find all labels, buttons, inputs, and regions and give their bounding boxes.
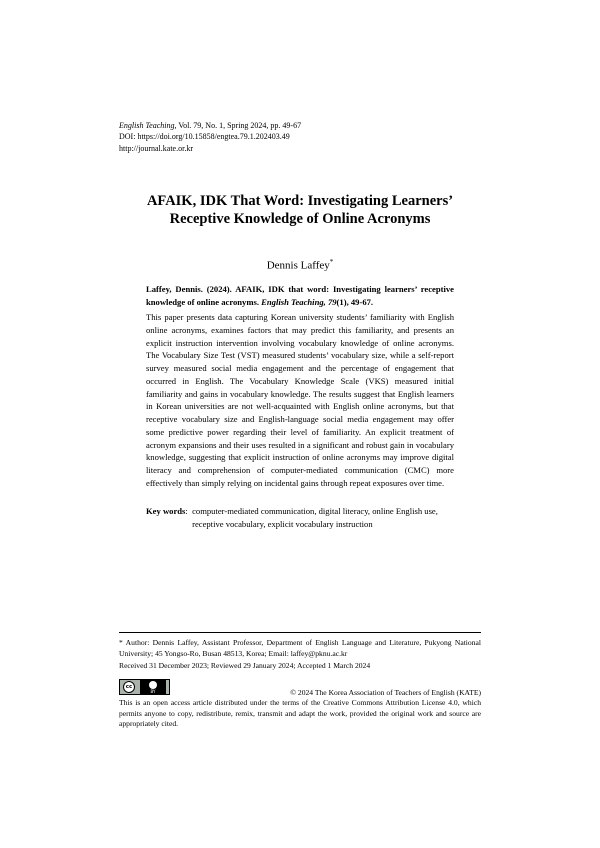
received-dates: Received 31 December 2023; Reviewed 29 January 2024; Accepted 1 March 2024 (119, 661, 371, 670)
author-footnote-marker[interactable]: * (329, 258, 334, 266)
cc-by-license-badge[interactable] (119, 679, 170, 695)
citation-block (146, 283, 454, 308)
title-line-2: Receptive Knowledge of Online Acronyms (169, 210, 431, 227)
title-line-1: AFAIK, IDK That Word: Investigating Learners’ (146, 193, 454, 209)
copyright-notice: © 2024 The Korea Association of Teachers of English (KATE) (290, 688, 481, 697)
by-icon (140, 680, 166, 694)
citation-suffix: (1), 49-67. (336, 296, 374, 307)
license-text: This is an open access article distributed under the terms of the Creative Commons Attribution License 4.0, which permits anyone to copy, redistribute, remix, transmit and adapt the work, provided the original work and source are appropriately cited. (119, 698, 481, 729)
author-footnote: * Author: Dennis Laffey, Assistant Professor, Department of English Language and Literature, Pukyong National University; 45 Yongso-Ro, Busan 48513, Korea; Email: laffey@pknu.ac.kr (119, 638, 481, 658)
footnote-divider (119, 632, 481, 633)
citation-prefix: Laffey, Dennis. (2024). AFAIK, IDK that word: Investigating learners’ receptive knowledge of online acronyms. (146, 284, 454, 307)
by-label: BY (150, 689, 156, 694)
volume-info: , Vol. 79, No. 1, Spring 2024, pp. 49-67 (174, 121, 302, 130)
journal-header (119, 120, 301, 154)
citation-journal: English Teaching, 79 (261, 296, 337, 307)
journal-url[interactable]: http://journal.kate.or.kr (119, 143, 193, 153)
paper-title (118, 193, 482, 228)
abstract-text: This paper presents data capturing Korean university students’ familiarity with English online acronyms, examines factors that may predict this familiarity, and presents an explicit instruction intervention involving vocabulary knowledge of online acronyms. The Vocabulary Size Test (VST) measured students’ vocabulary size, while a self-report survey measured social media engagement and the percentage of engagement that occurred in English. The Vocabulary Knowledge Scale (VKS) measured initial familiarity and gains in vocabulary knowledge. The results suggest that English learners in Korean universities are not well-acquainted with English online acronyms, but that receptive vocabulary size and English-language social media engagement may offer some predictive power regarding their level of familiarity. An explicit treatment of acronym expansions and their uses resulted in a significant and robust gain in vocabulary knowledge, suggesting that explicit instruction of online acronyms may improve digital literacy and comprehension of computer-mediated communication (CMC) more effectively than simply relying on incidental gains through repeat exposures over time. (146, 312, 454, 488)
cc-icon: cc (123, 681, 135, 693)
journal-citation-line (119, 120, 301, 131)
journal-name: English Teaching (119, 121, 175, 130)
author-line (118, 258, 482, 272)
keywords-text: computer-mediated communication, digital literacy, online English use, receptive vocabulary, explicit vocabulary instruction (192, 506, 438, 529)
keywords-block (146, 505, 454, 530)
author-name: Dennis Laffey (266, 259, 330, 272)
doi-link[interactable]: DOI: https://doi.org/10.15858/engtea.79.1.202403.49 (119, 132, 290, 142)
keywords-colon: : (185, 506, 188, 516)
attribution-person-icon (149, 681, 157, 689)
keywords-label: Key words (146, 506, 186, 516)
